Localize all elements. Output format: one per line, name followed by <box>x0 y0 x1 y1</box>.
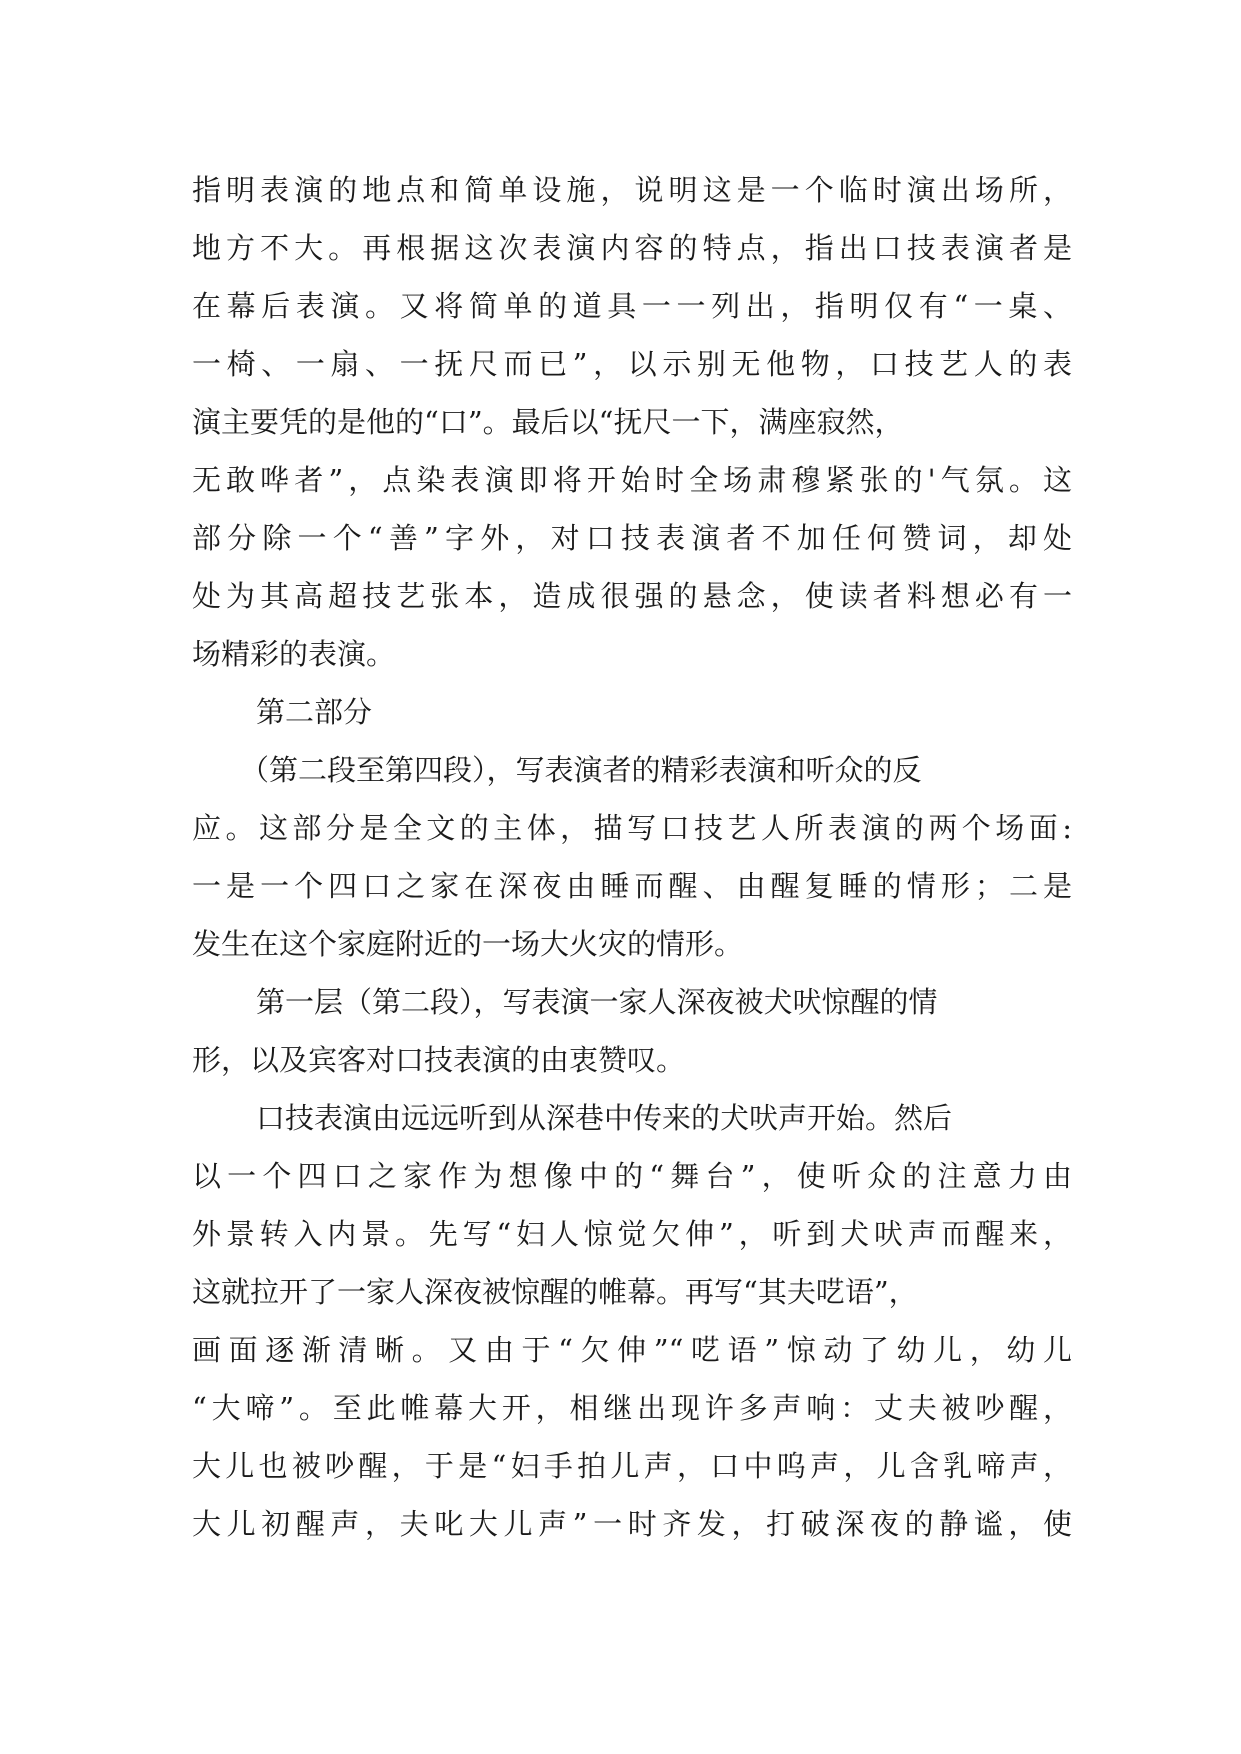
text-line: 形，以及宾客对口技表演的由衷赞叹。 <box>192 1043 686 1077</box>
text-line: 外景转入内景。先写“妇人惊觉欠伸”，听到犬吠声而醒来， <box>192 1217 1072 1251</box>
text-line: 一是一个四口之家在深夜由睡而醒、由醒复睡的情形；二是 <box>192 869 1072 903</box>
text-line: 画面逐渐清晰。又由于“欠伸”“呓语”惊动了幼儿，幼儿 <box>192 1333 1072 1367</box>
text-line: 场精彩的表演。 <box>192 637 396 671</box>
text-line: 处为其高超技艺张本，造成很强的悬念，使读者料想必有一 <box>192 579 1072 613</box>
section-heading: 第二部分 <box>256 695 373 729</box>
text-line: 一椅、一扇、一抚尺而已”，以示别无他物，口技艺人的表 <box>192 347 1072 381</box>
text-line: 演主要凭的是他的“口”。最后以“抚尺一下，满座寂然， <box>192 405 904 439</box>
text-line: 在幕后表演。又将简单的道具一一列出，指明仅有“一桌、 <box>192 289 1072 323</box>
text-line: 以一个四口之家作为想像中的“舞台”，使听众的注意力由 <box>192 1159 1072 1193</box>
text-line: （第二段至第四段），写表演者的精彩表演和听众的反 <box>240 753 922 787</box>
text-line: 地方不大。再根据这次表演内容的特点，指出口技表演者是 <box>192 231 1072 265</box>
text-line: 大儿初醒声，夫叱大儿声”一时齐发，打破深夜的静谧，使 <box>192 1507 1072 1541</box>
text-line: 这就拉开了一家人深夜被惊醒的帷幕。再写“其夫呓语”， <box>192 1275 918 1309</box>
text-line: 第一层（第二段），写表演一家人深夜被犬吠惊醒的情 <box>256 985 938 1019</box>
text-line: 无敢哗者”，点染表演即将开始时全场肃穆紧张的'气氛。这 <box>192 463 1072 497</box>
text-line: 指明表演的地点和简单设施，说明这是一个临时演出场所， <box>192 173 1072 207</box>
text-line: 部分除一个“善”字外，对口技表演者不加任何赞词，却处 <box>192 521 1072 555</box>
text-line: “大啼”。至此帷幕大开，相继出现许多声响：丈夫被吵醒， <box>192 1391 1072 1425</box>
text-line: 大儿也被吵醒，于是“妇手拍儿声，口中呜声，儿含乳啼声， <box>192 1449 1072 1483</box>
text-line: 应。这部分是全文的主体，描写口技艺人所表演的两个场面: <box>192 811 1072 845</box>
text-line: 发生在这个家庭附近的一场大火灾的情形。 <box>192 927 744 961</box>
text-line: 口技表演由远远听到从深巷中传来的犬吠声开始。然后 <box>256 1101 953 1135</box>
